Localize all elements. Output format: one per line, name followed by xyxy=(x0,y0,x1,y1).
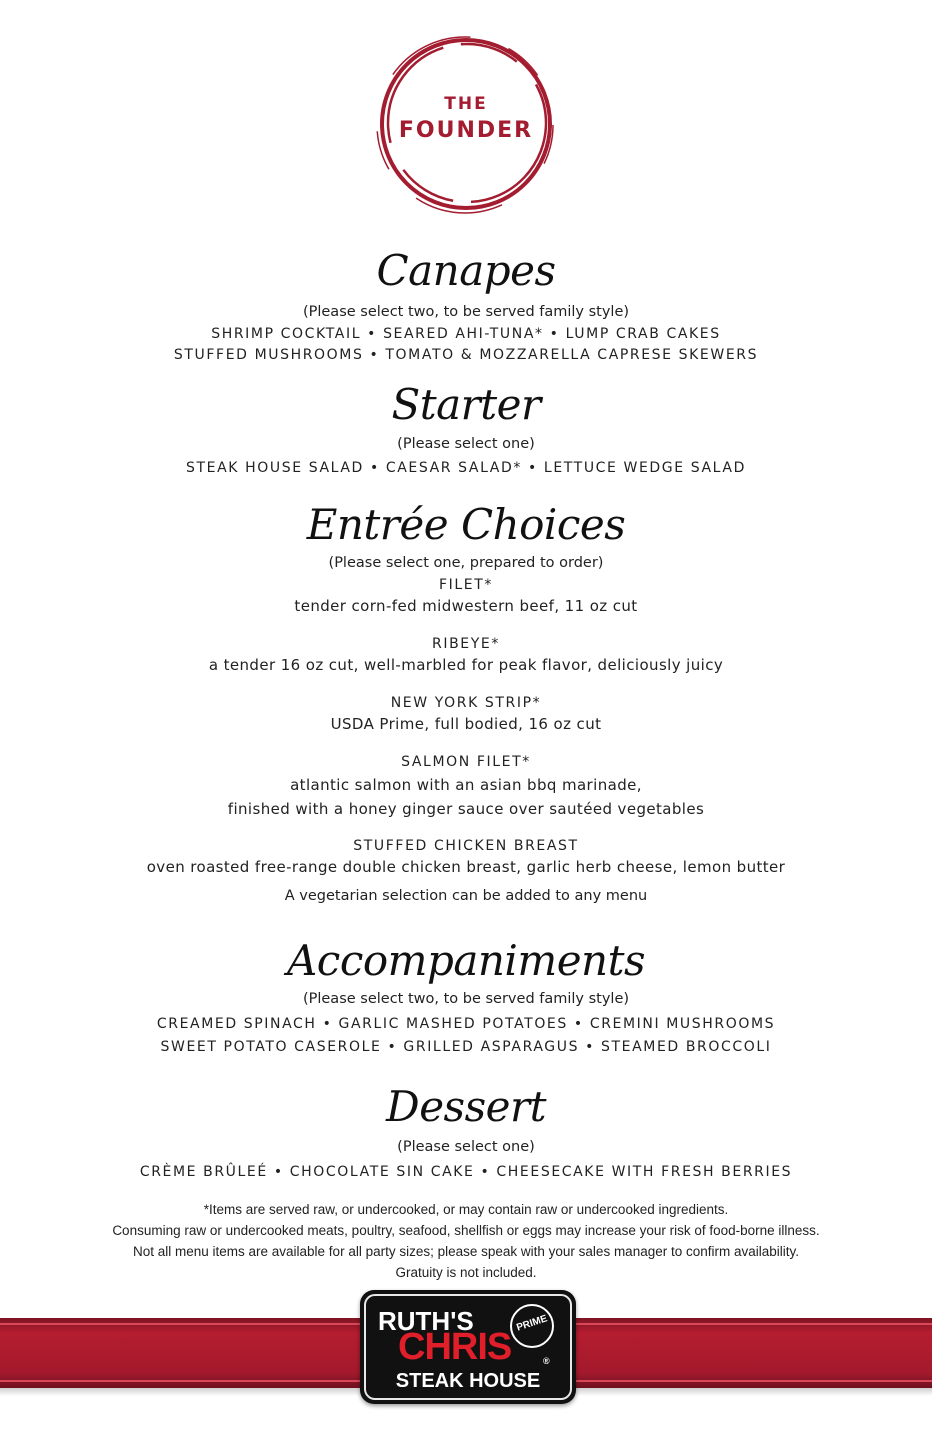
prime-seal-icon xyxy=(510,1304,554,1348)
entree-item-desc: atlantic salmon with an asian bbq marinade, xyxy=(290,776,642,794)
logo-chris: CHRIS xyxy=(398,1326,512,1368)
dessert-heading: Dessert xyxy=(386,1082,546,1131)
entree-item-name: SALMON FILET* xyxy=(401,754,531,770)
registered-mark: ® xyxy=(543,1356,550,1366)
entree-item-desc: tender corn-fed midwestern beef, 11 oz cut xyxy=(294,597,638,615)
disclaimer-line-3: Not all menu items are available for all party sizes; please speak with your sales manager to confirm availability. xyxy=(132,1244,800,1259)
entree-item-name: RIBEYE* xyxy=(432,636,500,652)
dessert-note: (Please select one) xyxy=(397,1139,535,1155)
accompaniments-note: (Please select two, to be served family style) xyxy=(302,991,630,1007)
vegetarian-note: A vegetarian selection can be added to any menu xyxy=(284,888,648,904)
canapes-line-2: STUFFED MUSHROOMS • TOMATO & MOZZARELLA CAPRESE SKEWERS xyxy=(173,347,759,363)
starter-heading: Starter xyxy=(391,380,541,429)
founder-logo xyxy=(372,30,560,218)
ruths-chris-logo xyxy=(360,1290,576,1404)
disclaimer-line-4: Gratuity is not included. xyxy=(395,1265,537,1280)
disclaimer-line-1: *Items are served raw, or undercooked, or may contain raw or undercooked ingredients. xyxy=(203,1202,729,1217)
accompaniments-heading: Accompaniments xyxy=(286,936,646,985)
entree-item-desc: USDA Prime, full bodied, 16 oz cut xyxy=(330,715,602,733)
accompaniments-line-1: CREAMED SPINACH • GARLIC MASHED POTATOES • CREMINI MUSHROOMS xyxy=(156,1016,776,1032)
entree-heading: Entrée Choices xyxy=(306,500,626,549)
disclaimer-line-2: Consuming raw or undercooked meats, poultry, seafood, shellfish or eggs may increase your risk of food-borne illness. xyxy=(112,1223,820,1238)
entree-note: (Please select one, prepared to order) xyxy=(328,555,604,571)
starter-note: (Please select one) xyxy=(397,436,535,452)
entree-item-name: FILET* xyxy=(439,577,493,593)
canapes-note: (Please select two, to be served family style) xyxy=(302,304,630,320)
canapes-line-1: SHRIMP COCKTAIL • SEARED AHI-TUNA* • LUMP CRAB CAKES xyxy=(211,326,721,342)
prime-seal-text: PRIME xyxy=(515,1313,549,1334)
entree-item-desc: a tender 16 oz cut, well-marbled for peak flavor, deliciously juicy xyxy=(208,656,724,674)
logo-ruths: RUTH'S xyxy=(378,1306,474,1336)
logo-steakhouse: STEAK HOUSE xyxy=(395,1370,541,1392)
logo-line-the: THE xyxy=(444,94,488,114)
entree-item-name: STUFFED CHICKEN BREAST xyxy=(353,838,579,854)
starter-line-1: STEAK HOUSE SALAD • CAESAR SALAD* • LETTUCE WEDGE SALAD xyxy=(186,460,746,476)
entree-item-name: NEW YORK STRIP* xyxy=(390,695,542,711)
logo-line-founder: FOUNDER xyxy=(398,118,534,143)
accompaniments-line-2: SWEET POTATO CASEROLE • GRILLED ASPARAGUS • STEAMED BROCCOLI xyxy=(160,1039,772,1055)
dessert-line-1: CRÈME BRÛLEÉ • CHOCOLATE SIN CAKE • CHEESECAKE WITH FRESH BERRIES xyxy=(139,1164,793,1180)
entree-item-desc-2: finished with a honey ginger sauce over sautéed vegetables xyxy=(227,800,705,818)
entree-item-desc: oven roasted free-range double chicken breast, garlic herb cheese, lemon butter xyxy=(146,858,786,876)
canapes-heading: Canapes xyxy=(376,246,556,295)
